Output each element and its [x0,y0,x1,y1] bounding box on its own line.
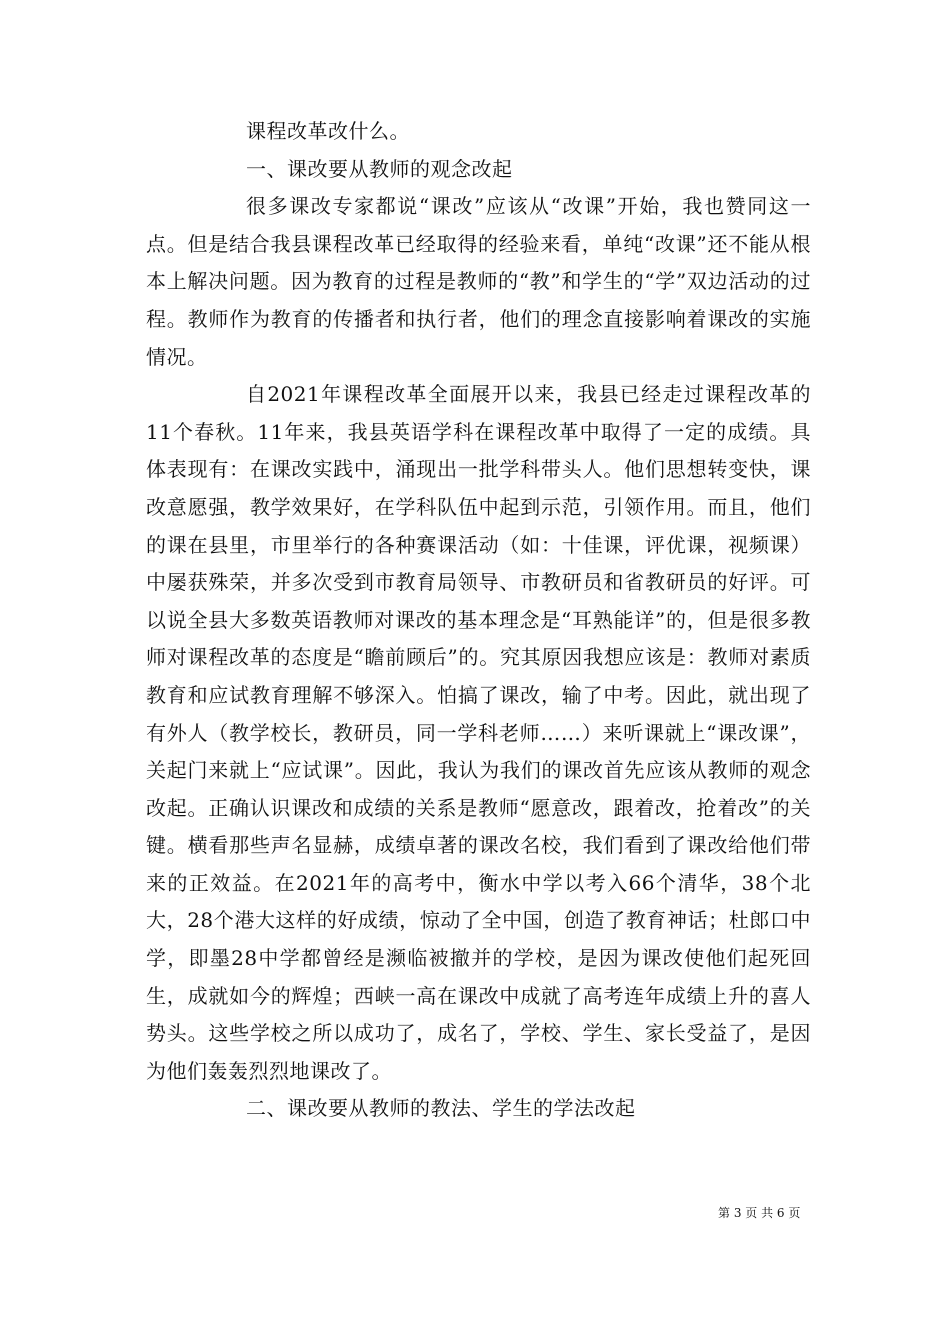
paragraph-intro: 课程改革改什么。 [246,119,410,143]
document-body [146,113,811,1128]
paragraph-1: 很多课改专家都说“课改”应该从“改课”开始，我也赞同这一点。但是结合我县课程改革已经取得的经验来看，单纯“改课”还不能从根本上解决问题。因为教育的过程是教师的“教”和学生的“学”双边活动的过程。教师作为教育的传播者和执行者，他们的理念直接影响着课改的实施情况。 [146,194,811,369]
page-number: 第 3 页 共 6 页 [718,1206,801,1220]
section-heading-1: 一、课改要从教师的观念改起 [246,156,513,181]
section-heading-2: 二、课改要从教师的教法、学生的学法改起 [246,1096,636,1121]
paragraph-2: 自2021年课程改革全面展开以来，我县已经走过课程改革的11个春秋。11年来，我县英语学科在课程改革中取得了一定的成绩。具体表现有：在课改实践中，涌现出一批学科带头人。他们思想转变快，课改意愿强，教学效果好，在学科队伍中起到示范，引领作用。而且，他们的课在县里，市里举行的各种赛课活动（如：十佳课，评优课，视频课）中屡获殊荣，并多次受到市教育局领导、市教研员和省教研员的好评。可以说全县大多数英语教师对课改的基本理念是“耳熟能详”的，但是很多教师对课程改革的态度是“瞻前顾后”的。究其原因我想应该是：教师对素质教育和应试教育理解不够深入。怕搞了课改，输了中考。因此，就出现了有外人（教学校长，教研员，同一学科老师……）来听课就上“课改课”，关起门来就上“应试课”。因此，我认为我们的课改首先应该从教师的观念改起。正确认识课改和成绩的关系是教师“愿意改，跟着改，抢着改”的关键。横看那些声名显赫，成绩卓著的课改名校，我们看到了课改给他们带来的正效益。在2021年的高考中，衡水中学以考入66个清华，38个北大，28个港大这样的好成绩，惊动了全中国，创造了教育神话；杜郎口中学，即墨28中学都曾经是濒临被撤并的学校，是因为课改使他们起死回生，成就如今的辉煌；西峡一高在课改中成就了高考连年成绩上升的喜人势头。这些学校之所以成功了，成名了，学校、学生、家长受益了，是因为他们轰轰烈烈地课改了。 [146,382,811,1083]
